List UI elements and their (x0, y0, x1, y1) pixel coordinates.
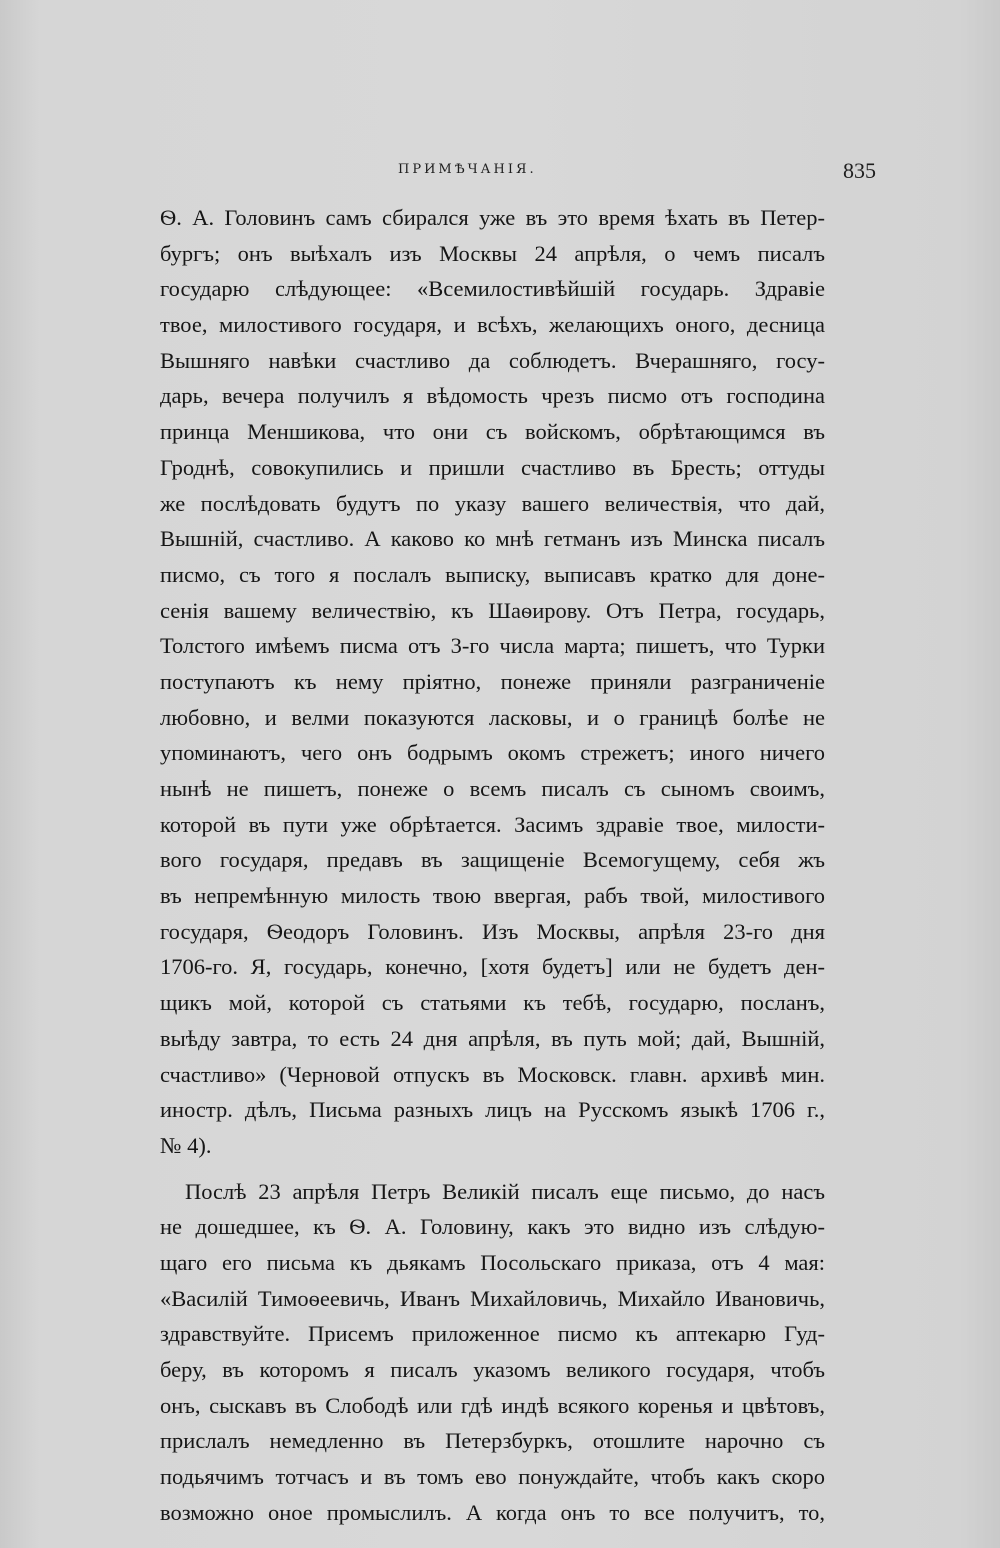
body-text (160, 200, 825, 1530)
text-line: сенія вашему величествію, къ Шаѳирову. Отъ Петра, государь, (160, 597, 825, 623)
text-line: выѣду завтра, то есть 24 дня апрѣля, въ путь мой; дай, Вышній, (160, 1025, 825, 1051)
text-line: принца Меншикова, что они съ войскомъ, обрѣтающимся въ (160, 419, 825, 445)
text-line: Вышняго навѣки счастливо да соблюдетъ. Вчерашняго, госу- (160, 347, 825, 373)
text-line: Послѣ 23 апрѣля Петръ Великій писалъ еще письмо, до насъ (185, 1178, 825, 1204)
text-line: государя, Ѳеодоръ Головинъ. Изъ Москвы, апрѣля 23-го дня (160, 918, 825, 944)
text-line: любовно, и велми показуются ласковы, и о границѣ болѣе не (160, 704, 825, 730)
text-line: подьячимъ тотчасъ и въ томъ ево понуждайте, чтобъ какъ скоро (160, 1464, 825, 1490)
text-line: дарь, вечера получилъ я вѣдомость чрезъ писмо отъ господина (160, 383, 825, 409)
text-line: здравствуйте. Присемъ приложенное писмо къ аптекарю Гуд- (160, 1321, 825, 1347)
text-line: «Василій Тимоѳеевичь, Иванъ Михайловичь, Михайло Ивановичь, (160, 1285, 825, 1311)
text-line: поступаютъ къ нему пріятно, понеже приняли разграниченіе (160, 668, 825, 694)
text-line: въ непремѣнную милость твою ввергая, рабъ твой, милостивого (160, 883, 825, 909)
text-line: твое, милостивого государя, и всѣхъ, желающихъ оного, десница (160, 312, 825, 338)
text-line: Ѳ. А. Головинъ самъ сбирался уже въ это время ѣхать въ Петер- (160, 205, 825, 230)
text-line: писмо, съ того я послалъ выписку, выписавъ кратко для доне- (160, 561, 825, 587)
text-line: прислалъ немедленно въ Петерзбуркъ, отошлите нарочно съ (160, 1428, 825, 1454)
text-line: возможно оное промыслилъ. А когда онъ то все получитъ, то, (160, 1499, 825, 1525)
page-number: 835 (843, 158, 876, 183)
text-line: государю слѣдующее: «Всемилостивѣйшій государь. Здравіе (160, 276, 825, 302)
text-line: не дошедшее, къ Ѳ. А. Головину, какъ это видно изъ слѣдую- (160, 1214, 825, 1240)
text-line: счастливо» (Черновой отпускъ въ Московск. главн. архивѣ мин. (160, 1061, 825, 1087)
text-line: щаго его письма къ дьякамъ Посольскаго приказа, отъ 4 мая: (160, 1249, 825, 1275)
text-line: бургъ; онъ выѣхалъ изъ Москвы 24 апрѣля, о чемъ писалъ (160, 240, 825, 266)
text-line: же послѣдовать будутъ по указу вашего величествія, что дай, (160, 490, 825, 516)
text-line: 1706-го. Я, государь, конечно, [хотя будетъ] или не будетъ ден- (160, 954, 825, 980)
text-line: нынѣ не пишетъ, понеже о всемъ писалъ съ сыномъ своимъ, (160, 776, 825, 801)
paragraph-1 (160, 200, 825, 1164)
text-line: щикъ мой, которой съ статьями къ тебѣ, государю, посланъ, (160, 990, 825, 1016)
text-line: беру, въ которомъ я писалъ указомъ великого государя, чтобъ (160, 1357, 825, 1382)
text-line: Гроднѣ, совокупились и пришли счастливо въ Бресть; оттуды (160, 454, 825, 480)
text-line: Вышній, счастливо. А каково ко мнѣ гетманъ изъ Минска писалъ (160, 526, 825, 552)
text-line: которой въ пути уже обрѣтается. Засимъ здравіе твое, милости- (160, 811, 825, 837)
paragraph-2 (160, 1174, 825, 1531)
running-title: ПРИМѢЧАНІЯ. (398, 162, 537, 177)
text-line: онъ, сыскавъ въ Слободѣ или гдѣ индѣ всякого коренья и цвѣтовъ, (160, 1392, 825, 1418)
text-line: иностр. дѣлъ, Письма разныхъ лицъ на Русскомъ языкѣ 1706 г., (160, 1097, 825, 1123)
text-line: Толстого имѣемъ писма отъ 3-го числа марта; пишетъ, что Турки (160, 633, 825, 659)
page-header (160, 158, 876, 188)
text-line: упоминаютъ, чего онъ бодрымъ окомъ стрежетъ; иного ничего (160, 740, 825, 766)
text-line: № 4). (160, 1132, 212, 1158)
text-line: вого государя, предавъ въ защищеніе Всемогущему, себя жъ (160, 847, 825, 873)
